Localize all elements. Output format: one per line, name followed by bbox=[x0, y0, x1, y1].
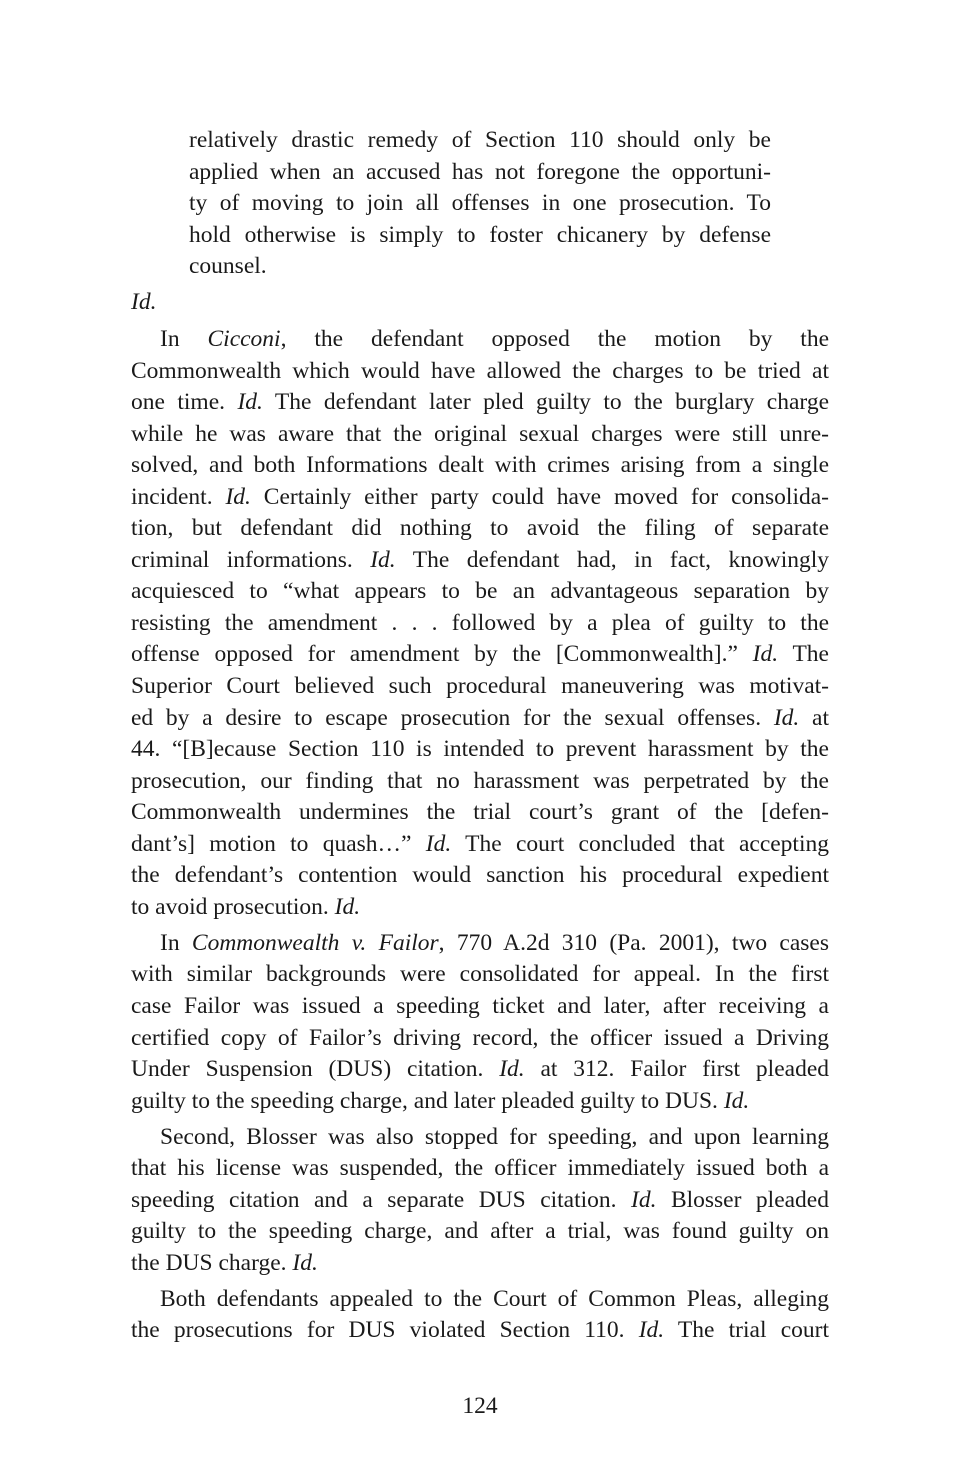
text-run: to avoid prosecution. bbox=[131, 893, 335, 920]
citation-italic: Id. bbox=[334, 893, 361, 920]
citation-italic: Id. bbox=[425, 830, 452, 857]
text-line bbox=[131, 1023, 829, 1055]
text-run: Certainly either party could have moved for consolida- bbox=[250, 483, 829, 510]
citation-italic: Id. bbox=[292, 1249, 318, 1276]
text-run: the DUS charge. bbox=[131, 1249, 293, 1276]
text-line bbox=[131, 639, 829, 671]
body-text bbox=[131, 324, 829, 1352]
text-run: resisting the amendment . . . followed by a plea of guilty to the bbox=[131, 609, 829, 636]
paragraph bbox=[131, 1122, 829, 1280]
text-line bbox=[131, 1216, 829, 1248]
text-line bbox=[131, 766, 829, 798]
text-run: one time. bbox=[131, 389, 238, 416]
citation-italic: Id. bbox=[723, 1087, 750, 1114]
text-line bbox=[131, 419, 829, 451]
block-quote-line: counsel. bbox=[189, 253, 267, 280]
text-run: dant’s] motion to quash…” bbox=[131, 830, 426, 857]
text-run: In bbox=[160, 326, 208, 352]
text-run: solved, and both Informations dealt with crimes arising from a single bbox=[131, 452, 829, 479]
text-run: The bbox=[778, 641, 829, 668]
citation-italic: Id. bbox=[499, 1056, 525, 1083]
text-line bbox=[131, 1122, 829, 1154]
paragraph bbox=[131, 928, 829, 1117]
text-run: Under Suspension (DUS) citation. bbox=[131, 1056, 500, 1083]
text-run: The trial court bbox=[664, 1317, 829, 1344]
text-run: The defendant had, in fact, knowingly bbox=[395, 546, 829, 573]
text-run: 44. “[B]ecause Section 110 is intended to prevent harassment by the bbox=[131, 736, 829, 763]
citation-italic: Id. bbox=[631, 1186, 657, 1213]
text-run: while he was aware that the original sexual charges were still unre- bbox=[131, 420, 829, 447]
text-run: criminal informations. bbox=[131, 546, 371, 573]
text-line bbox=[131, 1248, 829, 1280]
text-run: Both defendants appealed to the Court of Common Pleas, alleging bbox=[160, 1285, 829, 1312]
text-run: Superior Court believed such procedural maneuvering was motivat- bbox=[131, 673, 829, 700]
id-citation: Id. bbox=[131, 289, 157, 315]
text-line bbox=[131, 829, 829, 861]
text-line bbox=[131, 1185, 829, 1217]
text-line bbox=[131, 450, 829, 482]
text-line bbox=[131, 671, 829, 703]
text-run: acquiesced to “what appears to be an advantageous separation by bbox=[131, 578, 829, 605]
paragraph bbox=[131, 324, 829, 923]
citation-italic: Id. bbox=[225, 483, 251, 510]
block-quote-line: hold otherwise is simply to foster chicanery by defense bbox=[189, 221, 771, 248]
text-run: Blosser pleaded bbox=[656, 1186, 829, 1213]
text-run: at 312. Failor first pleaded bbox=[524, 1056, 829, 1083]
citation-italic: Id. bbox=[638, 1317, 665, 1344]
page-number: 124 bbox=[462, 1393, 498, 1419]
citation-italic: Cicconi bbox=[207, 326, 281, 352]
text-line bbox=[131, 1054, 829, 1086]
citation-italic: Commonwealth v. Failor bbox=[191, 929, 439, 956]
text-run: The defendant later pled guilty to the burglary charge bbox=[262, 389, 829, 416]
text-line bbox=[131, 608, 829, 640]
text-line bbox=[131, 356, 829, 388]
citation-italic: Id. bbox=[752, 641, 779, 668]
text-line bbox=[131, 576, 829, 608]
text-line bbox=[131, 1284, 829, 1316]
block-quote-line: ty of moving to join all offenses in one prosecution. To bbox=[189, 190, 771, 217]
text-line bbox=[131, 1086, 829, 1118]
text-line bbox=[131, 513, 829, 545]
text-line bbox=[131, 797, 829, 829]
text-line bbox=[131, 991, 829, 1023]
text-line bbox=[131, 892, 829, 924]
citation-italic: Id. bbox=[237, 389, 263, 416]
text-run: ed by a desire to escape prosecution for the sexual offenses. bbox=[131, 704, 774, 731]
text-line bbox=[131, 860, 829, 892]
text-run: , the defendant opposed the motion by the bbox=[280, 326, 829, 352]
text-run: with similar backgrounds were consolidated for appeal. In the first bbox=[131, 961, 829, 988]
text-line bbox=[131, 703, 829, 735]
text-run: certified copy of Failor’s driving record, the officer issued a Driving bbox=[131, 1024, 829, 1051]
text-run: guilty to the speeding charge, and after a trial, was found guilty on bbox=[131, 1218, 829, 1245]
text-line bbox=[131, 959, 829, 991]
block-quote bbox=[189, 125, 771, 283]
text-run: The court concluded that accepting bbox=[451, 830, 829, 857]
text-line bbox=[131, 928, 829, 960]
block-quote-line: applied when an accused has not foregone the opportuni- bbox=[189, 158, 771, 185]
text-run: speeding citation and a separate DUS citation. bbox=[131, 1186, 632, 1213]
citation-italic: Id. bbox=[370, 546, 396, 573]
text-run: at bbox=[799, 704, 829, 731]
text-run: case Failor was issued a speeding ticket and later, after receiving a bbox=[131, 992, 829, 1019]
text-run: tion, but defendant did nothing to avoid the filing of separate bbox=[131, 515, 829, 542]
text-line bbox=[131, 1315, 829, 1347]
text-run: Commonwealth undermines the trial court’s grant of the [defen- bbox=[131, 799, 829, 826]
text-line bbox=[131, 324, 829, 356]
text-run: In bbox=[160, 929, 192, 956]
text-run: incident. bbox=[131, 483, 226, 510]
citation-italic: Id. bbox=[773, 704, 800, 731]
text-line bbox=[131, 1153, 829, 1185]
text-run: , 770 A.2d 310 (Pa. 2001), two cases bbox=[438, 929, 829, 956]
text-run: prosecution, our finding that no harassment was perpetrated by the bbox=[131, 767, 829, 794]
text-line bbox=[131, 545, 829, 577]
paragraph bbox=[131, 1284, 829, 1347]
text-run: offense opposed for amendment by the [Commonwealth].” bbox=[131, 641, 753, 668]
block-quote-line: relatively drastic remedy of Section 110 should only be bbox=[189, 127, 771, 153]
text-line bbox=[131, 482, 829, 514]
text-run: Second, Blosser was also stopped for speeding, and upon learning bbox=[160, 1123, 829, 1150]
text-run: Commonwealth which would have allowed the charges to be tried at bbox=[131, 357, 829, 384]
text-run: that his license was suspended, the officer immediately issued both a bbox=[131, 1155, 829, 1182]
text-line bbox=[131, 734, 829, 766]
text-run: the defendant’s contention would sanction his procedural expedient bbox=[131, 862, 829, 889]
text-run: guilty to the speeding charge, and later pleaded guilty to DUS. bbox=[131, 1087, 724, 1114]
text-run: the prosecutions for DUS violated Section 110. bbox=[131, 1317, 639, 1344]
text-line bbox=[131, 387, 829, 419]
